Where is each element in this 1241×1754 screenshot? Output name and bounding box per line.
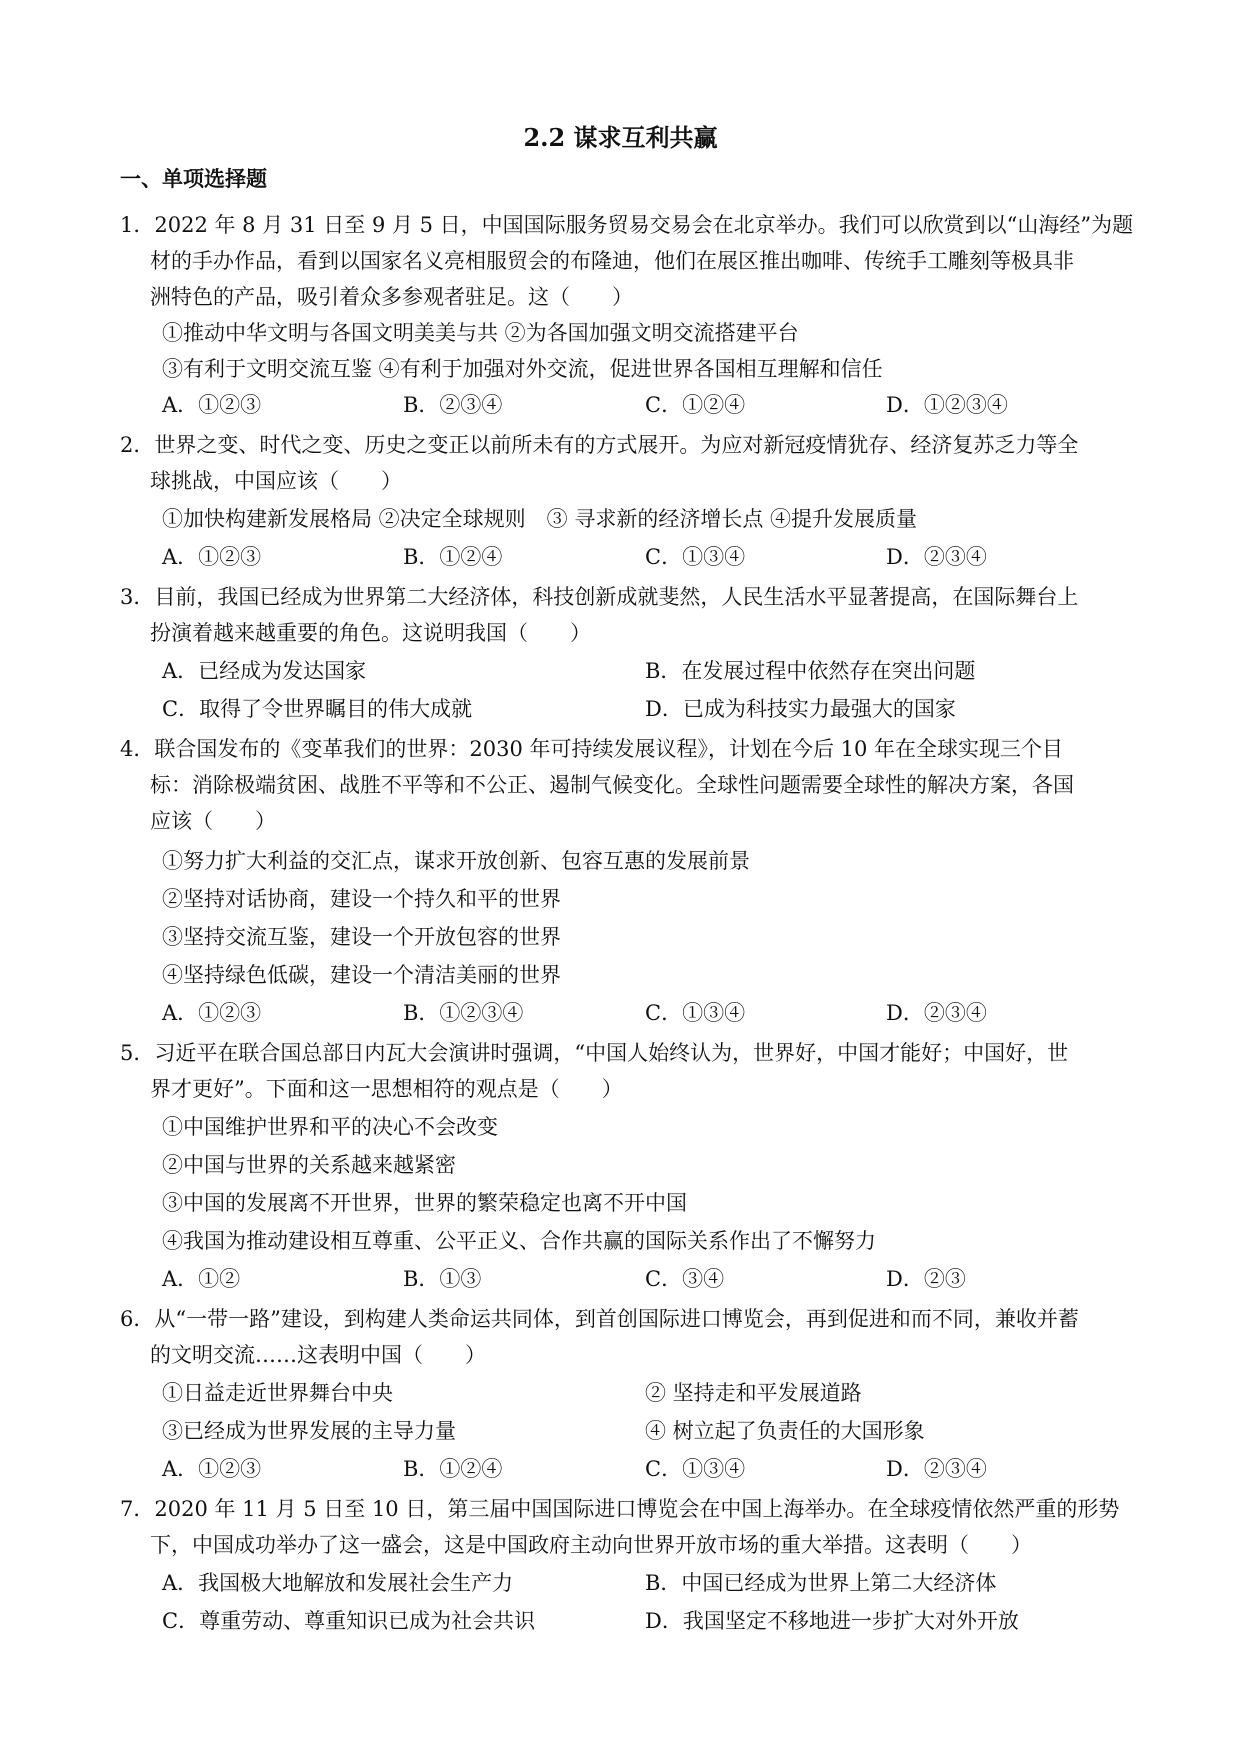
question-4-item-2: ②坚持对话协商，建设一个持久和平的世界 xyxy=(162,887,561,911)
question-5-line-2: 界才更好”。下面和这一思想相符的观点是（ ） xyxy=(150,1077,623,1101)
option-b[interactable]: B．①②③④ xyxy=(403,1001,524,1025)
question-1-options xyxy=(0,390,1241,420)
option-a[interactable]: A．已经成为发达国家 xyxy=(162,659,367,683)
option-b[interactable]: B．在发展过程中依然存在突出问题 xyxy=(645,659,976,683)
option-d[interactable]: D．②③④ xyxy=(886,545,987,569)
question-7-options-row-2 xyxy=(0,1606,1241,1636)
option-c[interactable]: C．①③④ xyxy=(645,1457,746,1481)
question-5-line-1: 5．习近平在联合国总部日内瓦大会演讲时强调，“中国人始终认为，世界好，中国才能好；中国好，世 xyxy=(120,1041,1069,1065)
option-c[interactable]: C．①②④ xyxy=(645,393,746,417)
question-4-item-4: ④坚持绿色低碳，建设一个清洁美丽的世界 xyxy=(162,963,561,987)
option-a[interactable]: A．①② xyxy=(162,1267,241,1291)
question-5-item-2: ②中国与世界的关系越来越紧密 xyxy=(162,1153,456,1177)
question-4-item-1: ①努力扩大利益的交汇点，谋求开放创新、包容互惠的发展前景 xyxy=(162,849,750,873)
page-title: 2.2 谋求互利共赢 xyxy=(523,123,718,152)
question-3-options-row-1 xyxy=(0,656,1241,686)
question-2-line-1: 2．世界之变、时代之变、历史之变正以前所未有的方式展开。为应对新冠疫情犹存、经济复苏乏力等全 xyxy=(120,433,1079,457)
option-c[interactable]: C．①③④ xyxy=(645,1001,746,1025)
option-c[interactable]: C．①③④ xyxy=(645,545,746,569)
option-d[interactable]: D．②③④ xyxy=(886,1457,987,1481)
option-b[interactable]: B．②③④ xyxy=(403,393,503,417)
question-6-items-row-1 xyxy=(0,1378,1241,1408)
question-5-item-1: ①中国维护世界和平的决心不会改变 xyxy=(162,1115,498,1139)
question-7-line-1: 7．2020 年 11 月 5 日至 10 日，第三届中国国际进口博览会在中国上海举办。在全球疫情依然严重的形势 xyxy=(120,1497,1120,1521)
question-6-options xyxy=(0,1454,1241,1484)
option-b[interactable]: B．①②④ xyxy=(403,1457,503,1481)
option-b[interactable]: B．①②④ xyxy=(403,545,503,569)
question-6-item-1: ①日益走近世界舞台中央 xyxy=(162,1381,393,1405)
question-6-item-4: ④ 树立起了负责任的大国形象 xyxy=(645,1419,925,1443)
option-a[interactable]: A．①②③ xyxy=(162,1001,262,1025)
question-1-line-3: 洲特色的产品，吸引着众多参观者驻足。这（ ） xyxy=(150,285,633,309)
question-3-line-2: 扮演着越来越重要的角色。这说明我国（ ） xyxy=(150,621,591,645)
question-4-item-3: ③坚持交流互鉴，建设一个开放包容的世界 xyxy=(162,925,561,949)
option-a[interactable]: A．我国极大地解放和发展社会生产力 xyxy=(162,1571,514,1595)
question-3-line-1: 3．目前，我国已经成为世界第二大经济体，科技创新成就斐然，人民生活水平显著提高，在国际舞台上 xyxy=(120,585,1079,609)
question-5-options xyxy=(0,1264,1241,1294)
question-2-item-1: ①加快构建新发展格局 ②决定全球规则 ③ 寻求新的经济增长点 ④提升发展质量 xyxy=(162,507,918,531)
option-d[interactable]: D．②③ xyxy=(886,1267,966,1291)
option-b[interactable]: B．中国已经成为世界上第二大经济体 xyxy=(645,1571,997,1595)
question-3-options-row-2 xyxy=(0,694,1241,724)
question-4-line-2: 标：消除极端贫困、战胜不平等和不公正、遏制气候变化。全球性问题需要全球性的解决方案，各国 xyxy=(150,773,1074,797)
option-d[interactable]: D．我国坚定不移地进一步扩大对外开放 xyxy=(645,1609,1019,1633)
section-heading: 一、单项选择题 xyxy=(120,166,267,191)
question-2-options xyxy=(0,542,1241,572)
question-6-item-2: ② 坚持走和平发展道路 xyxy=(645,1381,862,1405)
question-1-item-2: ③有利于文明交流互鉴 ④有利于加强对外交流，促进世界各国相互理解和信任 xyxy=(162,357,883,381)
question-4-line-1: 4．联合国发布的《变革我们的世界：2030 年可持续发展议程》，计划在今后 10 年在全球实现三个目 xyxy=(120,737,1064,761)
question-1-line-2: 材的手办作品，看到以国家名义亮相服贸会的布隆迪，他们在展区推出咖啡、传统手工雕刻等极具非 xyxy=(150,249,1074,273)
option-b[interactable]: B．①③ xyxy=(403,1267,482,1291)
option-d[interactable]: D．①②③④ xyxy=(886,393,1008,417)
question-7-options-row-1 xyxy=(0,1568,1241,1598)
question-4-options xyxy=(0,998,1241,1028)
option-a[interactable]: A．①②③ xyxy=(162,393,262,417)
question-5-item-3: ③中国的发展离不开世界，世界的繁荣稳定也离不开中国 xyxy=(162,1191,687,1215)
question-4-line-3: 应该（ ） xyxy=(150,809,276,833)
option-c[interactable]: C．③④ xyxy=(645,1267,725,1291)
question-1-line-1: 1．2022 年 8 月 31 日至 9 月 5 日，中国国际服务贸易交易会在北京举办。我们可以欣赏到以“山海经”为题 xyxy=(120,213,1134,237)
option-d[interactable]: D．②③④ xyxy=(886,1001,987,1025)
option-d[interactable]: D．已成为科技实力最强大的国家 xyxy=(645,697,956,721)
option-a[interactable]: A．①②③ xyxy=(162,1457,262,1481)
option-c[interactable]: C．尊重劳动、尊重知识已成为社会共识 xyxy=(162,1609,536,1633)
question-6-items-row-2 xyxy=(0,1416,1241,1446)
question-7-line-2: 下，中国成功举办了这一盛会，这是中国政府主动向世界开放市场的重大举措。这表明（ ） xyxy=(150,1533,1032,1557)
question-6-line-2: 的文明交流……这表明中国（ ） xyxy=(150,1343,486,1367)
question-6-item-3: ③已经成为世界发展的主导力量 xyxy=(162,1419,456,1443)
question-6-line-1: 6．从“一带一路”建设，到构建人类命运共同体，到首创国际进口博览会，再到促进和而不同，兼收并蓄 xyxy=(120,1307,1079,1331)
question-5-item-4: ④我国为推动建设相互尊重、公平正义、合作共赢的国际关系作出了不懈努力 xyxy=(162,1229,876,1253)
question-1-item-1: ①推动中华文明与各国文明美美与共 ②为各国加强文明交流搭建平台 xyxy=(162,321,799,345)
option-c[interactable]: C．取得了令世界瞩目的伟大成就 xyxy=(162,697,473,721)
option-a[interactable]: A．①②③ xyxy=(162,545,262,569)
question-2-line-2: 球挑战，中国应该（ ） xyxy=(150,469,402,493)
